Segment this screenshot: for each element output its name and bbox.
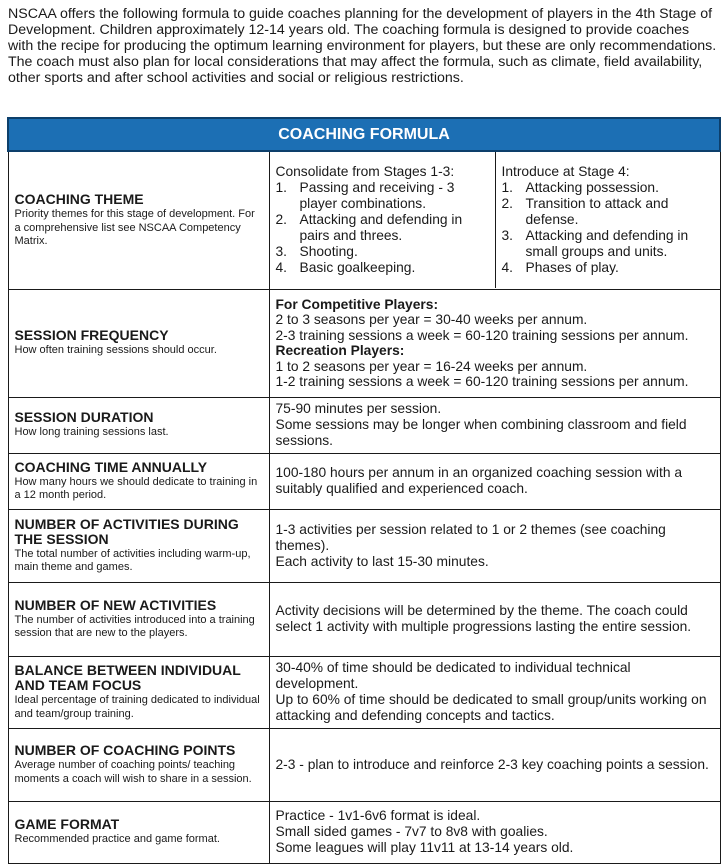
row-description: How many hours we should dedicate to training in a 12 month period. (14, 475, 258, 501)
theme-columns (270, 152, 720, 288)
row-title: NUMBER OF NEW ACTIVITIES (14, 596, 217, 613)
table-row-number-of-new-activities (8, 582, 720, 656)
row-label (8, 801, 269, 863)
introduce-column (496, 152, 720, 288)
value-line: 75-90 minutes per session. (275, 401, 442, 416)
table-header: COACHING FORMULA (8, 118, 720, 151)
value-line: 2-3 training sessions a week = 60-120 training sessions per annum. (275, 327, 689, 343)
value-line: Practice - 1v1-6v6 format is ideal. (275, 808, 481, 823)
row-value (269, 656, 720, 728)
row-value (269, 453, 720, 509)
row-value (269, 151, 720, 289)
row-value (269, 582, 720, 656)
list-item: 4. Phases of play. (501, 260, 619, 276)
row-title: NUMBER OF COACHING POINTS (14, 742, 236, 758)
recreation-heading: Recreation Players: (275, 343, 405, 358)
table-row-coaching-time-annually (8, 453, 720, 509)
row-value (269, 397, 720, 453)
value-line: Some sessions may be longer when combining classroom and field sessions. (275, 417, 687, 448)
row-title: SESSION DURATION (14, 409, 154, 426)
row-title: SESSION FREQUENCY (14, 327, 169, 344)
table-row-game-format (8, 801, 720, 863)
row-label (8, 289, 269, 397)
table-row-number-of-activities (8, 509, 720, 582)
value-line: 1-2 training sessions a week = 60-120 training sessions per annum. (275, 374, 689, 389)
value-line: 2-3 - plan to introduce and reinforce 2-3 key coaching points a session. (275, 756, 709, 772)
value-line: 2 to 3 seasons per year = 30-40 weeks per annum. (275, 312, 588, 327)
row-title: BALANCE BETWEEN INDIVIDUAL AND TEAM FOCUS (14, 662, 241, 693)
row-label (8, 397, 269, 453)
row-value (269, 509, 720, 582)
row-value (269, 289, 720, 397)
introduce-heading: Introduce at Stage 4: (501, 164, 630, 180)
coaching-formula-table (7, 117, 721, 864)
table-row-coaching-points (8, 728, 720, 801)
value-line: Each activity to last 15-30 minutes. (275, 553, 489, 569)
list-item: 3. Shooting. (275, 244, 358, 260)
value-line: 1 to 2 seasons per year = 16-24 weeks per annum. (275, 358, 588, 374)
competitive-heading: For Competitive Players: (275, 296, 439, 312)
introduce-list (502, 180, 716, 276)
row-title: NUMBER OF ACTIVITIES DURING THE SESSION (14, 515, 239, 547)
table-row-session-frequency (8, 289, 720, 397)
value-line: 30-40% of time should be dedicated to individual technical development. (275, 660, 631, 691)
table-header-row (8, 118, 720, 151)
value-line: 1-3 activities per session related to 1 or 2 themes (see coaching themes). (275, 521, 666, 553)
row-description: Ideal percentage of training dedicated to individual and team/group training. (14, 694, 260, 720)
list-item: 4. Basic goalkeeping. (275, 260, 416, 276)
row-description: Priority themes for this stage of development. For a comprehensive list see NSCAA Competency Matrix. (14, 208, 255, 247)
table-row-session-duration (8, 397, 720, 453)
row-label (8, 728, 269, 801)
table-row-balance (8, 656, 720, 728)
consolidate-list (276, 180, 491, 276)
row-description: How often training sessions should occur. (14, 344, 217, 357)
value-line: Up to 60% of time should be dedicated to small group/units working on attacking and defending concepts and tactics. (275, 692, 707, 723)
list-item: 1. Attacking possession. (501, 180, 659, 196)
value-line: Some leagues will play 11v11 at 13-14 years old. (275, 840, 574, 855)
row-description: Average number of coaching points/ teaching moments a coach will wish to share in a session. (14, 759, 252, 785)
row-label (8, 509, 269, 582)
row-value (269, 801, 720, 863)
consolidate-column (270, 152, 496, 288)
value-line: Small sided games - 7v7 to 8v8 with goalies. (275, 824, 548, 839)
row-description: The number of activities introduced into a training session that are new to the players. (14, 613, 255, 639)
row-label (8, 582, 269, 656)
row-title: COACHING TIME ANNUALLY (14, 458, 208, 475)
list-item: 3. Attacking and defending in small groups and units. (501, 228, 689, 260)
list-item: 2. Transition to attack and defense. (501, 196, 669, 228)
value-line: Activity decisions will be determined by the theme. The coach could select 1 activity with multiple progressions lasting the entire session. (275, 603, 692, 634)
row-label (8, 151, 269, 289)
consolidate-heading: Consolidate from Stages 1-3: (275, 164, 455, 180)
row-description: The total number of activities including warm-up, main theme and games. (14, 547, 251, 573)
table-row-coaching-theme (8, 151, 720, 289)
row-title: GAME FORMAT (14, 816, 120, 833)
list-item: 2. Attacking and defending in pairs and threes. (275, 212, 463, 244)
row-title: COACHING THEME (14, 191, 144, 207)
row-label (8, 656, 269, 728)
list-item: 1. Passing and receiving - 3 player combinations. (275, 180, 455, 212)
row-description: Recommended practice and game format. (14, 833, 220, 846)
row-description: How long training sessions last. (14, 426, 169, 439)
intro-paragraph: NSCAA offers the following formula to guide coaches planning for the development of players in the 4th Stage of Development. Children approximately 12-14 years old. The coaching formula is designed to provide coaches with the recipe for producing the optimum learning environment for players, but these are only recommendations. The coach must also plan for local considerations that may affect the formula, such as climate, field availability, other sports and after school activities and social or religious restrictions. (8, 6, 717, 86)
row-label (8, 453, 269, 509)
row-value (269, 728, 720, 801)
value-line: 100-180 hours per annum in an organized coaching session with a suitably qualified and experienced coach. (275, 465, 683, 496)
